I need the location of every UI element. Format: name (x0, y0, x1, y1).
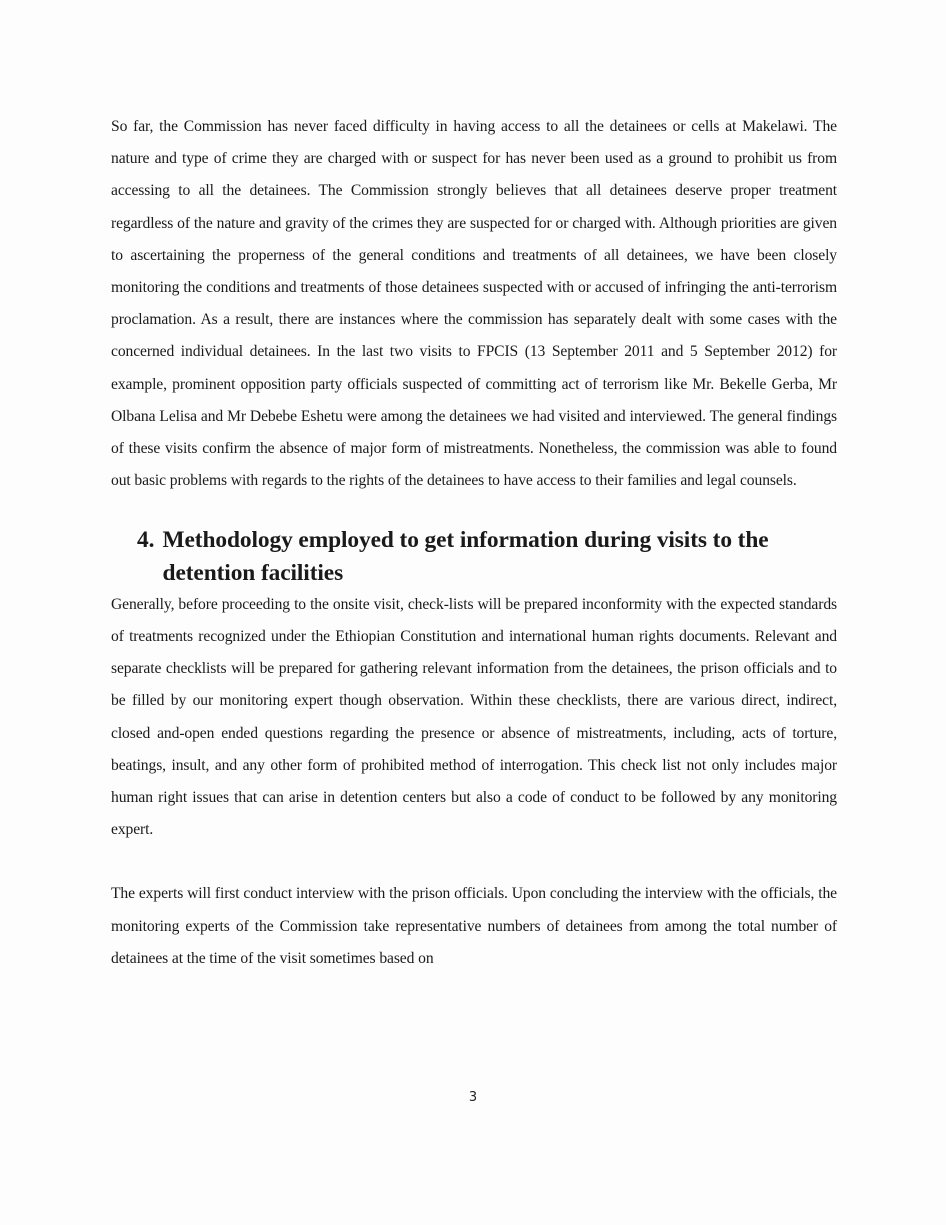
section-title: Methodology employed to get information during visits to the detention facilities (162, 527, 769, 586)
section-heading (111, 524, 837, 588)
paragraph-interview-process: The experts will first conduct interview with the prison officials. Upon concluding the interview with the officials, the monitoring experts of the Commission take representative numbers of detainees from among the total number of detainees at the time of the visit sometimes based on (111, 885, 837, 967)
page-number: 3 (468, 1090, 478, 1105)
paragraph-checklists: Generally, before proceeding to the onsite visit, check-lists will be prepared inconformity with the expected standards of treatments recognized under the Ethiopian Constitution and international human rights documents. Relevant and separate checklists will be prepared for gathering relevant information from the detainees, the prison officials and to be filled by our monitoring expert though observation. Within these checklists, there are various direct, indirect, closed and-open ended questions regarding the presence or absence of mistreatments, including, acts of torture, beatings, insult, and any other form of prohibited method of interrogation. This check list not only includes major human right issues that can arise in detention centers but also a code of conduct to be followed by any monitoring expert. (111, 595, 837, 839)
page-body (111, 111, 837, 975)
section-number: 4. (137, 527, 155, 554)
paragraph-access-to-detainees: So far, the Commission has never faced difficulty in having access to all the detainees or cells at Makelawi. The nature and type of crime they are charged with or suspect for has never been used as a ground to prohibit us from accessing to all the detainees. The Commission strongly believes that all detainees deserve proper treatment regardless of the nature and gravity of the crimes they are suspected for or charged with. Although priorities are given to ascertaining the properness of the general conditions and treatments of all detainees, we have been closely monitoring the conditions and treatments of those detainees suspected with or accused of infringing the anti-terrorism proclamation. As a result, there are instances where the commission has separately dealt with some cases with the concerned individual detainees. In the last two visits to FPCIS (13 September 2011 and 5 September 2012) for example, prominent opposition party officials suspected of committing act of terrorism like Mr. Bekelle Gerba, Mr Olbana Lelisa and Mr Debebe Eshetu were among the detainees we had visited and interviewed. The general findings of these visits confirm the absence of major form of mistreatments. Nonetheless, the commission was able to found out basic problems with regards to the rights of the detainees to have access to their families and legal counsels. (111, 118, 837, 490)
